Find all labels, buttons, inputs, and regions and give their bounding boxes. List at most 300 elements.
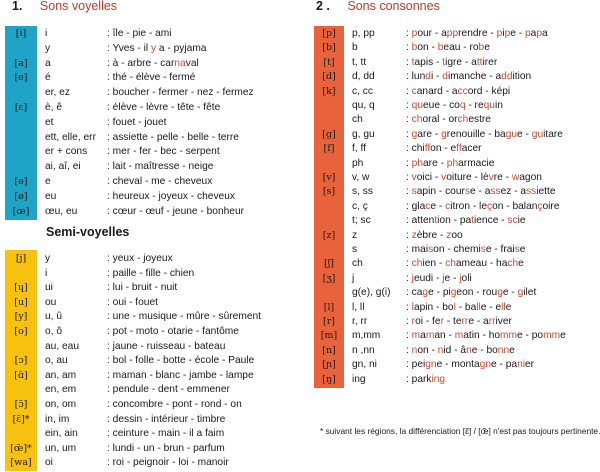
highlighted-letters: v (441, 172, 447, 183)
example-text: apin - cour (416, 186, 465, 198)
example-words (107, 442, 225, 455)
example-words (107, 116, 166, 129)
example-text: e (518, 258, 524, 270)
example-words (107, 131, 239, 144)
example-text: ion - pa (437, 215, 472, 227)
phoneme-symbol: [œ̃]* (10, 442, 32, 454)
grapheme: o, au (45, 355, 68, 367)
example-text: : chi (406, 143, 425, 155)
highlighted-letters: ph (411, 157, 424, 169)
example-text: : (406, 172, 412, 183)
grapheme: un, um (45, 442, 77, 454)
example-text: : yeux - joyeux (107, 253, 173, 264)
example-words (107, 267, 194, 280)
highlighted-letters: m (454, 330, 464, 342)
example-text: e - a (468, 316, 489, 327)
highlighted-letters: mm (500, 330, 518, 342)
example-words (107, 281, 177, 294)
phoneme-symbol: [n] (322, 344, 336, 356)
example-text: - re (465, 100, 484, 111)
example-text: iette (536, 186, 556, 198)
highlighted-letters: n (466, 344, 472, 356)
example-words (406, 344, 515, 357)
example-words (406, 70, 531, 83)
example-text: oli (461, 272, 472, 284)
highlighted-letters: tt (476, 56, 483, 68)
phoneme-symbol: [ɔ̃] (14, 399, 28, 410)
example-words (406, 214, 526, 227)
example-text: e - pa (491, 359, 518, 371)
grapheme: ing (352, 373, 366, 385)
example-text: anard - a (416, 85, 458, 97)
example-text: e - (444, 272, 460, 284)
highlighted-letters: ff (456, 143, 462, 155)
example-text: : ca (406, 287, 423, 299)
example-text: ien - (422, 258, 446, 270)
example-text: : dessin - intérieur - timbre (107, 413, 226, 425)
example-text: our - a (417, 28, 447, 39)
example-text: in (494, 100, 503, 111)
highlighted-letters: p (525, 28, 531, 39)
highlighted-letters: b (411, 42, 418, 54)
phoneme-symbol: [z] (322, 229, 336, 241)
phoneme-symbol: [ɛ] (14, 102, 28, 113)
example-words (107, 145, 220, 158)
grapheme: é (45, 72, 51, 84)
example-text: e - (517, 128, 532, 140)
highlighted-letters: ss (526, 186, 537, 198)
phoneme-symbol: [k] (322, 85, 336, 97)
highlighted-letters: qu (411, 100, 424, 111)
example-words (107, 175, 212, 188)
highlighted-letters: ch (445, 258, 456, 270)
example-text: e - pi (428, 287, 451, 299)
example-words (406, 56, 497, 69)
grapheme: on, om (45, 399, 77, 410)
example-text: : concombre - pont - rond - on (107, 399, 242, 410)
phoneme-symbol: [o] (14, 326, 28, 337)
highlighted-letters: ing (431, 373, 446, 385)
example-text: oo (451, 229, 463, 241)
highlighted-letters: gu (531, 128, 544, 140)
phoneme-symbol: [j] (15, 253, 27, 264)
example-text: : atten (406, 215, 435, 227)
example-text: : mer - fer - bec - serpent (107, 146, 220, 158)
example-text: : (406, 85, 412, 97)
example-text: ilet (523, 287, 537, 299)
example-text: e - (502, 287, 518, 299)
example-text: : (406, 272, 412, 284)
grapheme: b (352, 42, 358, 54)
example-text: oire (542, 200, 560, 212)
example-text: : (406, 157, 412, 169)
highlighted-letters: t (434, 215, 438, 227)
highlighted-letters: g (517, 287, 524, 299)
grapheme: e (45, 176, 51, 187)
example-text: : pendule - dent - emmener (107, 384, 230, 396)
grapheme: t; sc (352, 215, 371, 227)
example-words (406, 85, 510, 98)
example-text: ez - a (500, 186, 527, 198)
example-text: : (406, 229, 412, 241)
example-words (107, 190, 235, 203)
grapheme: oi (45, 457, 53, 469)
example-words (406, 128, 563, 141)
example-text: : pei (406, 359, 426, 371)
highlighted-letters: p (536, 28, 543, 39)
highlighted-letters: g (497, 287, 503, 299)
highlighted-letters: l (411, 301, 414, 313)
example-text: : oui - fouet (107, 296, 158, 308)
example-text: e - a (470, 186, 491, 198)
grapheme: y (45, 42, 51, 54)
example-text: on - chemi (433, 244, 481, 255)
example-text: oi - fe (415, 316, 441, 327)
grapheme: in, im (45, 413, 70, 425)
example-text: on - (417, 344, 438, 356)
grapheme: er, ez (45, 87, 70, 99)
phoneme-symbol: [ŋ] (322, 373, 336, 385)
grapheme: qu, q (352, 100, 375, 111)
phoneme-symbol: [ø] (14, 190, 28, 202)
highlighted-letters: s (464, 186, 470, 198)
example-text: : à - arbre - car (107, 57, 175, 69)
example-text: rendre - (458, 28, 497, 39)
example-text: atin - ho (463, 330, 501, 342)
example-words (107, 42, 206, 55)
example-text: ord - képi (467, 85, 511, 97)
example-text: : maman - blanc - jambe - lampe (107, 369, 254, 381)
highlighted-letters: t (442, 56, 446, 68)
grapheme: g, gu (352, 128, 375, 140)
grapheme: n ,nn (352, 344, 375, 356)
grapheme: en, em (45, 384, 77, 396)
phoneme-symbol: [i] (15, 28, 27, 39)
example-text: e - bo (471, 344, 498, 356)
grapheme: d, dd (352, 71, 375, 83)
highlighted-letters: nn (497, 344, 510, 356)
example-text: : cheval - me - cheveux (107, 176, 213, 187)
example-words (406, 99, 503, 112)
example-words (406, 315, 512, 328)
example-text: : (406, 344, 412, 356)
highlighted-letters: j (442, 272, 445, 284)
section-title-consonnes (316, 0, 440, 13)
highlighted-letters: d (425, 71, 431, 83)
example-words (107, 383, 230, 396)
phoneme-symbol: [f] (323, 143, 335, 155)
example-text: : bol - folle - botte - école - Paule (107, 355, 255, 367)
example-text: : gla (406, 200, 426, 212)
example-text: oral - or (422, 114, 458, 126)
example-text: a (420, 330, 426, 342)
example-text: : (406, 114, 412, 126)
example-text: e - monta (436, 359, 480, 371)
highlighted-letters: gn (479, 359, 491, 371)
highlighted-letters: qu (483, 100, 495, 111)
grapheme: v, w (352, 172, 370, 183)
grapheme: eu (45, 190, 57, 202)
example-text: ience - (474, 215, 508, 227)
phoneme-symbol: [ɥ] (14, 282, 28, 294)
highlighted-letters: dd (501, 71, 513, 83)
example-words (406, 243, 525, 256)
example-text: : (406, 330, 412, 342)
example-text: : (406, 28, 412, 39)
example-text: itare (543, 128, 563, 140)
phoneme-symbol: [b] (322, 42, 336, 54)
grapheme: t, tt (352, 56, 367, 68)
highlighted-letters: m (411, 330, 421, 342)
example-words (406, 27, 548, 40)
phoneme-symbol: [wa] (10, 457, 32, 469)
highlighted-letters: ll (501, 301, 506, 313)
highlighted-letters: ch (457, 114, 469, 126)
phoneme-symbol: [s] (322, 186, 336, 198)
example-words (406, 286, 536, 299)
example-text: estre (468, 114, 491, 126)
example-text: : thé - élève - fermé (107, 72, 196, 84)
highlighted-letters: gu (505, 128, 518, 140)
example-words (406, 229, 463, 242)
example-words (107, 325, 239, 338)
phoneme-symbol: [y] (14, 311, 28, 323)
example-text: ie (517, 215, 526, 227)
example-text: an - (434, 330, 455, 342)
phoneme-symbol: [t] (323, 56, 335, 68)
highlighted-letters: rr (461, 316, 469, 327)
example-text: itron - le (450, 200, 487, 212)
grapheme: f, ff (352, 143, 366, 155)
highlighted-letters: t (471, 215, 474, 227)
example-text: i (502, 28, 505, 39)
example-words (107, 160, 213, 173)
example-text: : une - musique - mûre - sûrement (107, 311, 262, 323)
example-words (107, 205, 244, 218)
grapheme: ch (352, 114, 363, 126)
example-text: e (509, 344, 515, 356)
grapheme: p, pp (352, 28, 375, 39)
example-words (406, 329, 566, 342)
example-words (107, 456, 229, 469)
highlighted-letters: g (441, 128, 447, 140)
example-text: : élève - lèvre - tête - fête (107, 102, 221, 113)
example-words (107, 340, 225, 353)
example-text: oiture - lè (446, 172, 489, 183)
example-text: on - e (430, 143, 457, 155)
example-text: a (530, 28, 537, 39)
example-text: : assiette - pelle - belle - terre (107, 131, 239, 143)
grapheme: j (352, 272, 355, 284)
grapheme: l, ll (352, 301, 365, 313)
example-words (406, 157, 494, 170)
example-words (107, 101, 220, 114)
grapheme: r, rr (352, 316, 368, 327)
phoneme-symbol: [p] (322, 28, 336, 39)
example-words (107, 354, 254, 367)
example-text: iver (495, 316, 512, 327)
example-text: apin - bo (413, 301, 454, 313)
highlighted-letters: w (511, 172, 520, 183)
grapheme: ett, elle, err (45, 131, 96, 143)
example-text: e (484, 42, 490, 54)
phoneme-symbol: [v] (322, 172, 336, 183)
example-text: on - (417, 42, 438, 54)
example-text: renouille - ba (446, 128, 506, 140)
example-text: agon (519, 172, 542, 183)
example-words (107, 27, 172, 40)
example-words (107, 398, 242, 411)
example-text: èbre - (416, 229, 447, 241)
example-text: : jaune - ruisseau - bateau (107, 340, 226, 352)
phoneme-symbol: [ɛ̃]* (12, 413, 30, 425)
phoneme-symbol: [ə] (14, 176, 28, 187)
example-words (107, 71, 195, 84)
example-text: : pot - moto - otarie - fantôme (107, 326, 239, 337)
grapheme: ai, aî, ei (45, 161, 81, 173)
example-text: er (525, 359, 535, 371)
grapheme: a (45, 57, 51, 69)
section-title-semi-voyelles: Semi-voyelles (46, 225, 130, 239)
section-number: 1. (12, 0, 23, 13)
example-text: are - (417, 128, 442, 140)
example-text: e (505, 301, 512, 313)
example-text: : fouet - jouet (107, 116, 167, 128)
example-words (406, 185, 556, 198)
highlighted-letters: v (411, 172, 417, 183)
example-text: : boucher - fermer - nez - fermez (107, 87, 254, 99)
example-text: : (406, 56, 412, 68)
highlighted-letters: ch (411, 258, 423, 270)
example-text: : lait - maîtresse - neige (107, 161, 214, 173)
example-text: : (406, 301, 412, 313)
example-text: re - (493, 172, 512, 183)
example-text: are - (423, 157, 447, 169)
phoneme-symbol: [ɔ] (14, 355, 28, 367)
grapheme: et (45, 116, 54, 128)
highlighted-letters: pp (446, 28, 459, 39)
example-text: igre - a (445, 56, 477, 68)
highlighted-letters: rr (488, 316, 496, 327)
highlighted-letters: ff (424, 143, 431, 155)
example-text: : (406, 100, 412, 111)
highlighted-letters: b (478, 42, 485, 54)
highlighted-letters: g (422, 287, 429, 299)
highlighted-letters: b (437, 42, 444, 54)
example-words (406, 373, 445, 386)
example-words (107, 413, 225, 426)
example-words (406, 272, 472, 285)
grapheme: ein, ain (45, 428, 78, 440)
phoneme-symbol: [a] (14, 57, 28, 69)
highlighted-letters: ph (446, 157, 459, 169)
highlighted-letters: s (514, 244, 520, 255)
example-text: : (406, 128, 412, 140)
highlighted-letters: g (411, 128, 418, 140)
example-text: : (406, 42, 412, 54)
highlighted-letters: z (411, 229, 417, 241)
section-number: 2 . (316, 0, 330, 13)
section-label: Sons voyelles (39, 0, 118, 13)
phoneme-symbol: [u] (14, 296, 28, 308)
grapheme: i (45, 267, 48, 279)
highlighted-letters: d (442, 71, 448, 83)
example-words (406, 200, 560, 213)
grapheme: c, ç (352, 200, 368, 212)
example-text: e (519, 244, 526, 255)
highlighted-letters: ch (411, 114, 423, 126)
highlighted-letters: j (411, 272, 414, 284)
example-words (107, 57, 199, 70)
phoneme-symbol: [ɲ] (322, 359, 336, 371)
phoneme-symbol: [g] (322, 128, 336, 140)
grapheme: y (45, 253, 51, 264)
example-words (406, 358, 534, 371)
grapheme: ph (352, 157, 364, 169)
highlighted-letters: v (488, 172, 494, 183)
example-text: : mai (406, 244, 429, 255)
example-text: e - (510, 28, 525, 39)
highlighted-letters: ç (487, 200, 493, 212)
example-text: ameau - ha (455, 258, 508, 270)
example-words (107, 427, 224, 440)
example-words (107, 310, 261, 323)
example-words (107, 252, 173, 265)
highlighted-letters: ss (490, 186, 501, 198)
highlighted-letters: s (411, 186, 417, 198)
phoneme-symbol: [ʒ] (322, 272, 336, 284)
highlighted-letters: s (428, 244, 434, 255)
grapheme: o, ô (45, 326, 62, 337)
example-text: irer (482, 56, 498, 68)
phoneme-symbol: [ʃ] (324, 258, 334, 270)
grapheme: z (352, 229, 358, 241)
highlighted-letters: g (450, 287, 457, 299)
example-text: armacie (458, 157, 495, 169)
highlighted-letters: l (453, 301, 456, 313)
highlighted-letters: ç (537, 200, 543, 212)
example-text: e - po (517, 330, 544, 342)
highlighted-letters: na (174, 57, 186, 69)
grapheme: m,mm (352, 330, 381, 342)
phoneme-symbol: [d] (322, 71, 336, 83)
example-text: a (542, 28, 548, 39)
highlighted-letters: c (445, 200, 451, 212)
highlighted-letters: gn (425, 359, 437, 371)
example-text: eudi - (413, 272, 443, 284)
highlighted-letters: r (411, 316, 416, 327)
highlighted-letters: n (437, 344, 444, 356)
example-text: e - e (480, 301, 502, 313)
grapheme: è, ê (45, 102, 62, 113)
highlighted-letters: z (446, 229, 452, 241)
grapheme: gn, ni (352, 359, 377, 371)
example-text: : paille - fille - chien (107, 267, 195, 279)
highlighted-letters: mm (543, 330, 561, 342)
grapheme: s (352, 244, 358, 255)
example-text: eau - ro (443, 42, 479, 54)
grapheme: an, am (45, 369, 77, 381)
example-words (107, 86, 254, 99)
grapheme: œu, eu (45, 205, 78, 217)
grapheme: ui (45, 282, 53, 294)
highlighted-letters: ch (507, 258, 519, 270)
example-text: apis - (414, 56, 443, 68)
example-text: : lundi - un - brun - parfum (107, 442, 225, 454)
example-words (406, 257, 524, 270)
highlighted-letters: s (480, 244, 486, 255)
highlighted-letters: ni (517, 359, 525, 371)
